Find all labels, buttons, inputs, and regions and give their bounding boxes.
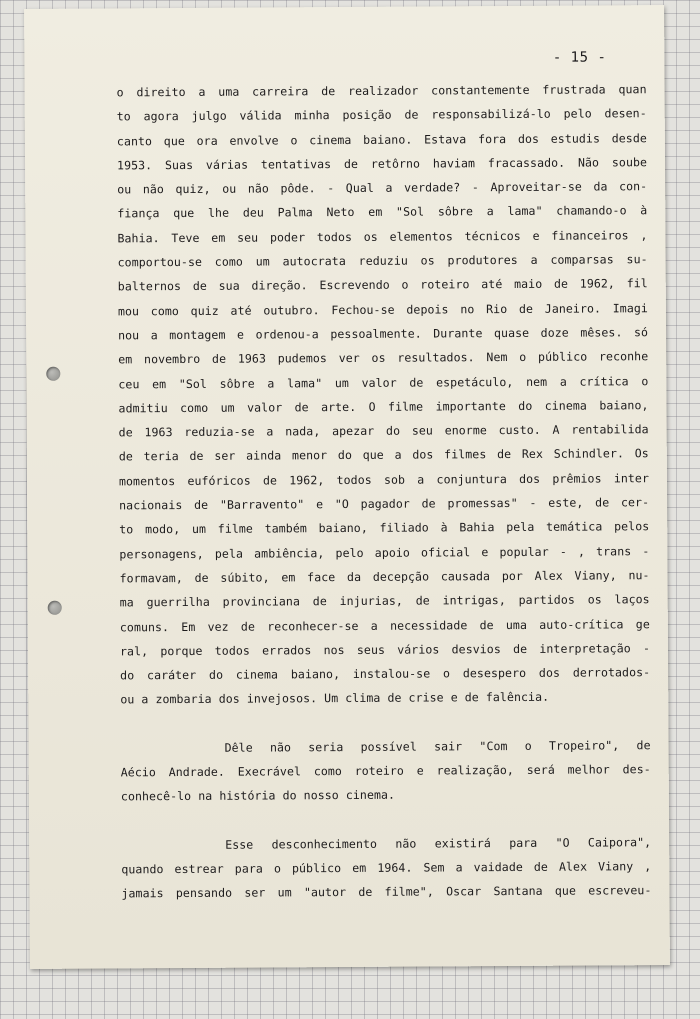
text-line: nou a montagem e ordenou-a pessoalmente. Durante quase doze mêses. só xyxy=(118,325,649,343)
text-line: Dêle não seria possível sair "Com o Tropeiro", de xyxy=(224,737,651,755)
text-line: comportou-se como um autocrata reduziu os produtores a comparsas su- xyxy=(117,252,648,270)
page-number: - 15 - xyxy=(552,49,607,66)
body-text xyxy=(117,77,652,906)
text-line: de teria de ser ainda menor do que a dos filmes de Rex Schindler. Os xyxy=(118,446,649,464)
punch-hole-top xyxy=(46,367,60,381)
punch-hole-bottom xyxy=(48,601,62,615)
text-line: to agora julgo válida minha posição de responsabilizá-lo pelo desen- xyxy=(116,106,647,124)
text-line: Aécio Andrade. Execrável como roteiro e realização, será melhor des- xyxy=(120,762,651,780)
text-line: admitiu como um valor de arte. O filme importante do cinema baiano, xyxy=(118,398,649,416)
text-line: canto que ora envolve o cinema baiano. Estava fora dos estudis desde xyxy=(116,130,647,148)
text-line: ma guerrilha provinciana de injurias, de intrigas, partidos os laços xyxy=(119,592,650,610)
text-line: fiança que lhe deu Palma Neto em "Sol sôbre a lama" chamando-o à xyxy=(117,203,648,221)
text-line: ceu em "Sol sôbre a lama" um valor de espetáculo, nem a crítica o xyxy=(118,373,649,391)
text-line: formavam, de súbito, em face da decepção causada por Alex Viany, nu- xyxy=(119,568,650,586)
text-line: ou não quiz, ou não pôde. - Qual a verdade? - Aproveitar-se da con- xyxy=(117,179,648,197)
text-line: momentos eufóricos de 1962, todos sob a conjuntura dos prêmios inter xyxy=(118,470,649,489)
text-line: Bahia. Teve em seu poder todos os elementos técnicos e financeiros , xyxy=(117,227,648,246)
text-line: mou como quiz até outubro. Fechou-se depois no Rio de Janeiro. Imagi xyxy=(117,300,648,319)
text-line: em novembro de 1963 pudemos ver os resultados. Nem o público reconhe xyxy=(118,349,649,367)
text-line: quando estrear para o público em 1964. Sem a vaidade de Alex Viany , xyxy=(121,859,652,877)
text-line: nacionais de "Barravento" e "O pagador de promessas" - este, de cer- xyxy=(119,495,650,513)
text-line: ral, porque todos errados nos seus vários desvios de interpretação - xyxy=(119,640,651,659)
text-line: ou a zombaria dos invejosos. Um clima de crise e de falência. xyxy=(120,690,550,707)
text-line: balternos de sua direção. Escrevendo o roteiro até maio de 1962, fil xyxy=(117,276,648,294)
text-line: Esse desconhecimento não existirá para "O Caipora", xyxy=(225,834,652,852)
text-line: comuns. Em vez de reconhecer-se a necessidade de uma auto-crítica ge xyxy=(119,616,650,634)
text-line: conhecê-lo na história do nosso cinema. xyxy=(120,788,396,804)
text-line: do caráter do cinema baiano, instalou-se o desespero dos derrotados- xyxy=(120,665,651,683)
typewritten-page xyxy=(24,5,670,969)
text-line: jamais pensando ser um "autor de filme", Oscar Santana que escreveu- xyxy=(121,883,652,901)
text-line: o direito a uma carreira de realizador constantemente frustrada quan xyxy=(116,82,647,100)
text-line: de 1963 reduzia-se a nada, apezar do seu enorme custo. A rentabilida xyxy=(118,422,649,440)
text-line: to modo, um filme também baiano, filiado à Bahia pela temática pelos xyxy=(119,519,650,537)
text-line: 1953. Suas várias tentativas de retôrno haviam fracassado. Não soube xyxy=(116,155,648,173)
text-line: personagens, pela ambiência, pelo apoio oficial e popular - , trans - xyxy=(119,543,650,562)
